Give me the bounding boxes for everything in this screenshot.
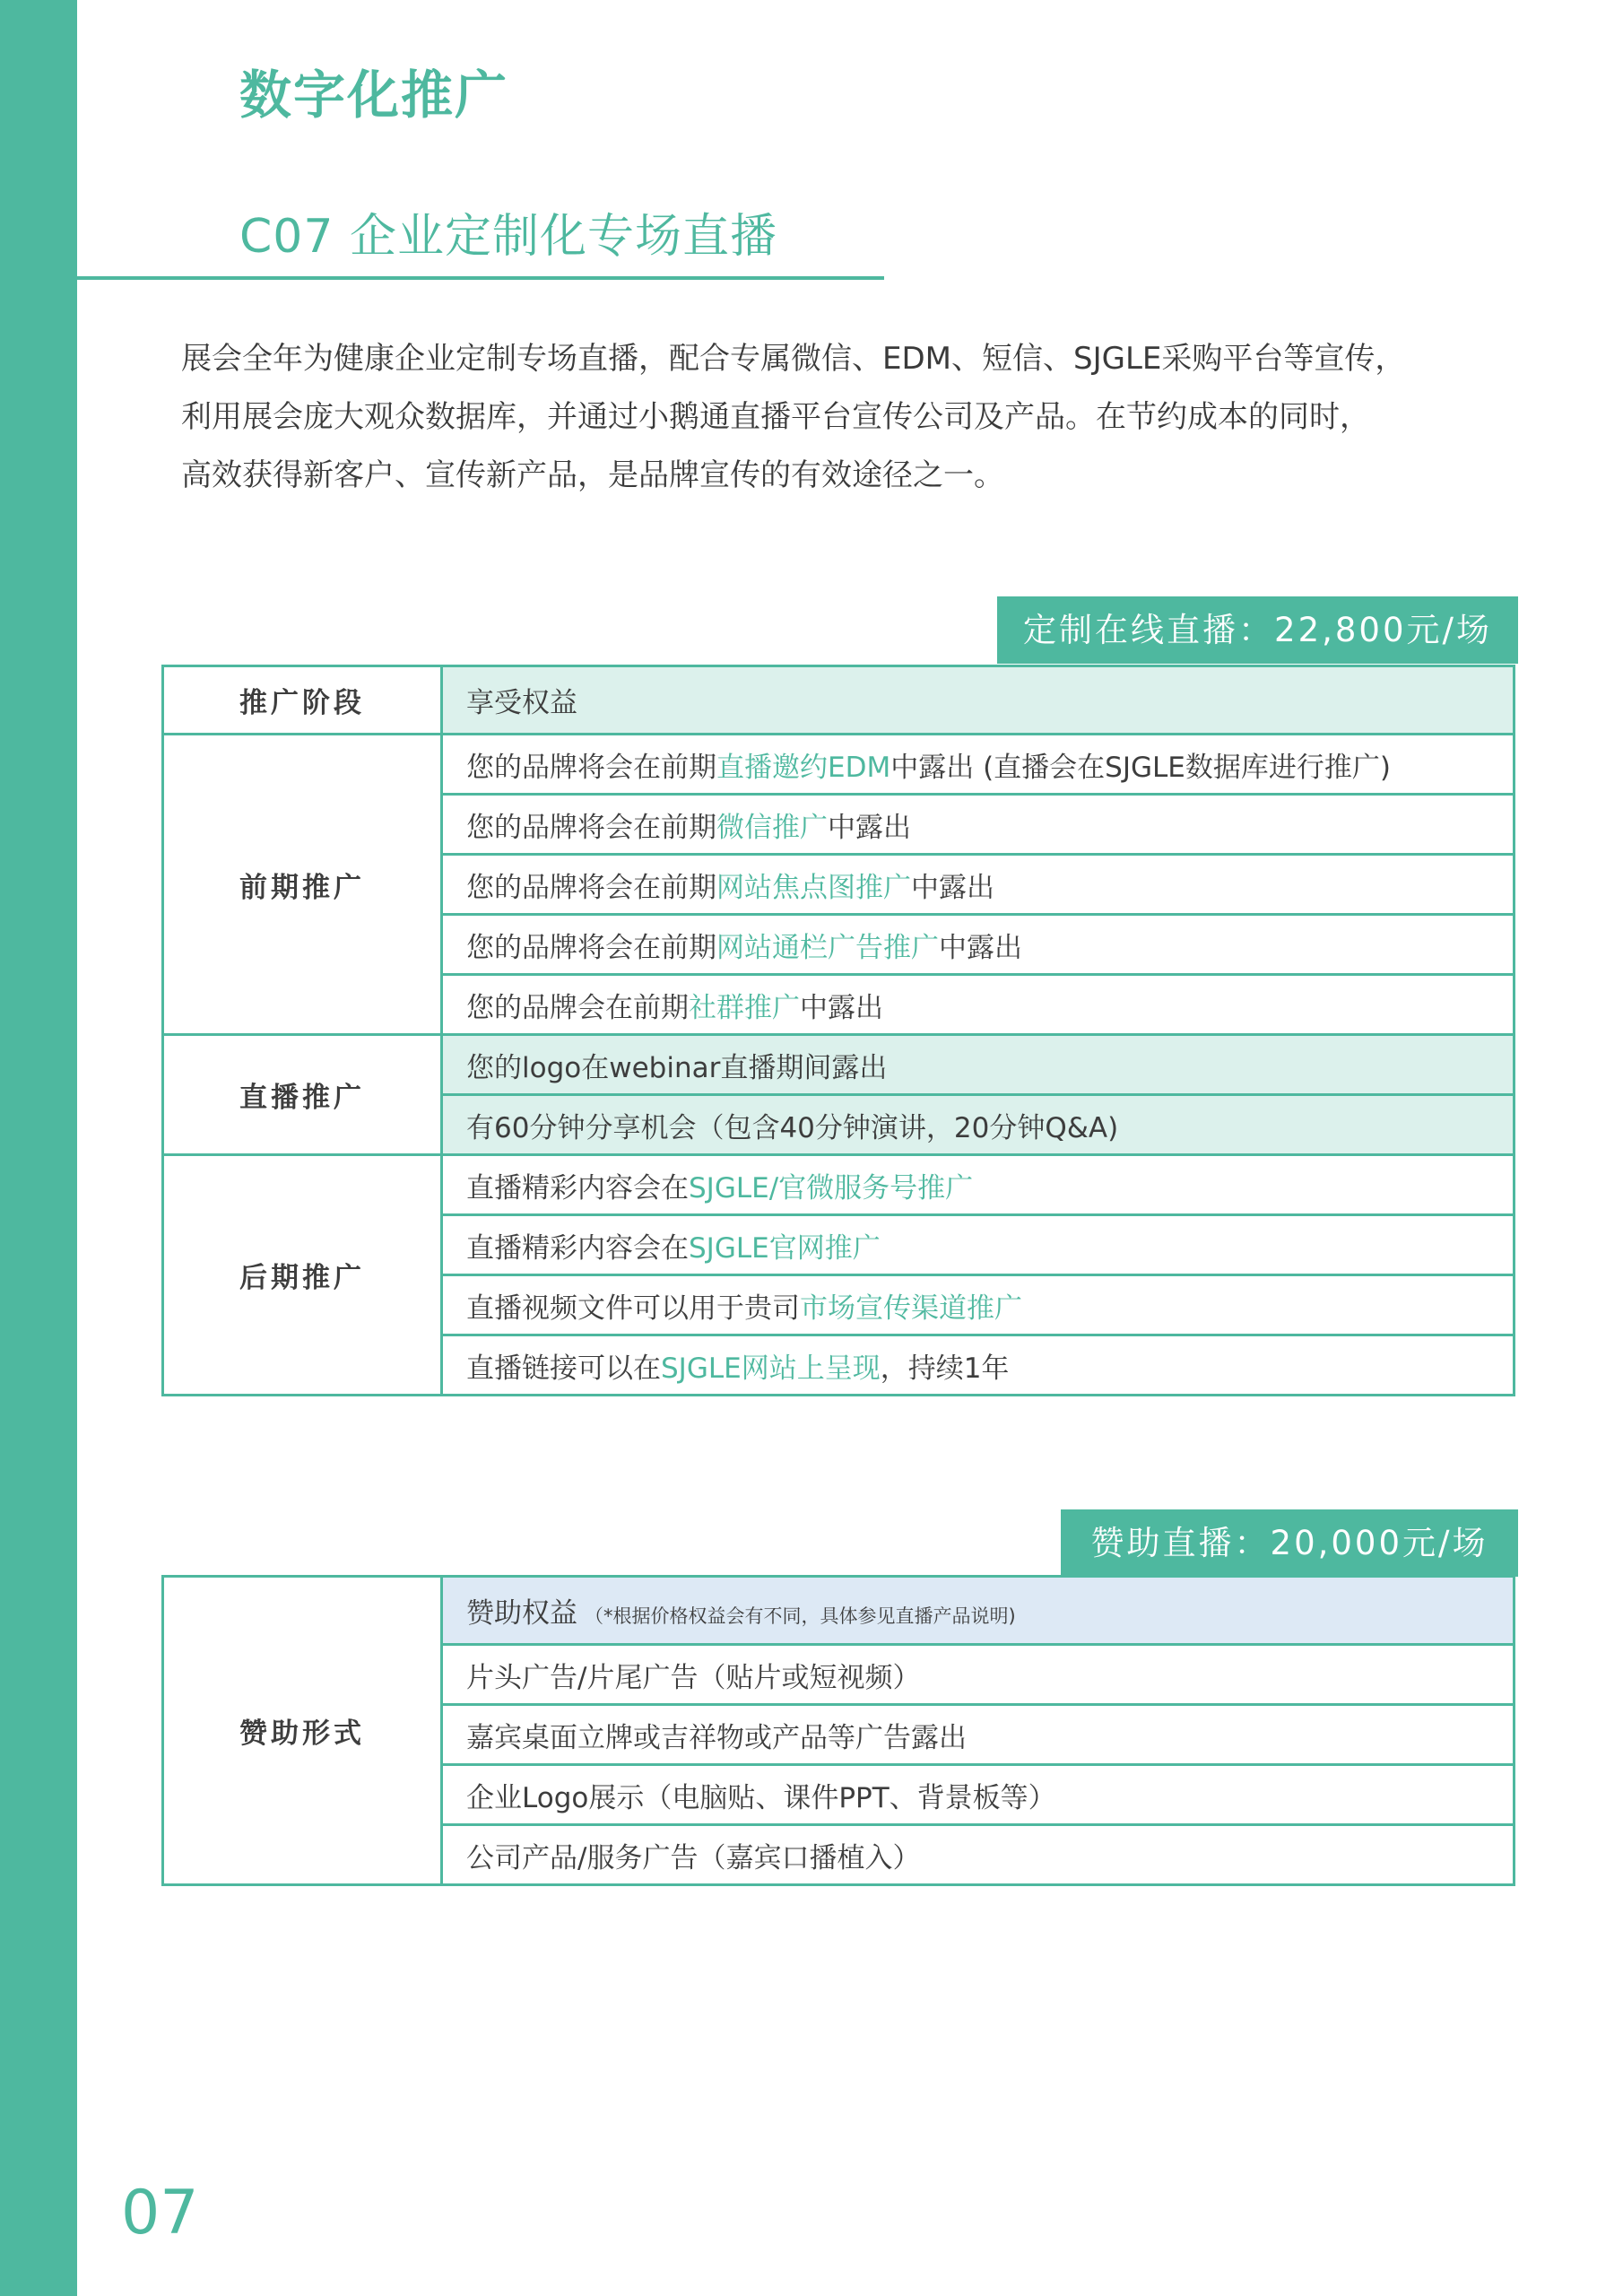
price-tag-custom-live: 定制在线直播：22,800元/场 (997, 596, 1518, 664)
stage-cell: 后期推广 (163, 1155, 442, 1396)
benefit-text: 有60分钟分享机会（包含40分钟演讲，20分钟Q&A) (466, 1111, 1119, 1144)
table-row (163, 735, 1515, 795)
price-tag-sponsor-live: 赞助直播：20,000元/场 (1061, 1509, 1518, 1577)
benefit-cell: 公司产品/服务广告（嘉宾口播植入） (442, 1825, 1515, 1885)
benefit-text: 中露出 (911, 871, 994, 904)
header-benefit: 享受权益 (442, 666, 1515, 735)
benefit-text: 您的品牌将会在前期 (466, 871, 716, 904)
benefit-cell: 片头广告/片尾广告（贴片或短视频） (442, 1645, 1515, 1705)
highlight-text: 微信推广 (716, 811, 828, 844)
highlight-text: SJGLE/官微服务号推广 (689, 1171, 974, 1205)
benefit-cell (442, 855, 1515, 915)
intro-line: 展会全年为健康企业定制专场直播，配合专属微信、EDM、短信、SJGLE采购平台等宣传， (181, 341, 1406, 377)
benefit-cell (442, 795, 1515, 855)
benefit-text: 直播视频文件可以用于贵司 (466, 1292, 800, 1325)
product-title: C07 企业定制化专场直播 (239, 210, 778, 264)
intro-line: 利用展会庞大观众数据库，并通过小鹅通直播平台宣传公司及产品。在节约成本的同时， (181, 399, 1370, 435)
benefit-text: 中露出 (828, 811, 911, 844)
table-header-row (163, 666, 1515, 735)
section-title: 数字化推广 (239, 65, 509, 126)
benefit-cell: 嘉宾桌面立牌或吉祥物或产品等广告露出 (442, 1705, 1515, 1765)
benefit-cell (442, 915, 1515, 975)
highlight-text: 网站通栏广告推广 (716, 931, 939, 964)
sponsor-stage-cell: 赞助形式 (163, 1577, 442, 1885)
benefit-text: 直播精彩内容会在 (466, 1231, 689, 1265)
sidebar-accent-bar (0, 0, 77, 2296)
sponsor-benefits-table (161, 1575, 1515, 1886)
benefit-cell (442, 1035, 1515, 1095)
benefit-cell (442, 1155, 1515, 1215)
table-row (163, 1035, 1515, 1095)
title-underline (77, 276, 884, 280)
intro-line: 高效获得新客户、宣传新产品，是品牌宣传的有效途径之一。 (181, 457, 1004, 493)
benefit-text: 直播链接可以在 (466, 1352, 661, 1385)
benefit-cell: 企业Logo展示（电脑贴、课件PPT、背景板等） (442, 1765, 1515, 1825)
header-note: （*根据价格权益会有不同，具体参见直播产品说明) (585, 1605, 1016, 1627)
benefit-text: ，持续1年 (880, 1352, 1010, 1385)
benefit-cell (442, 1095, 1515, 1155)
benefit-text: 中露出 (800, 991, 883, 1024)
highlight-text: SJGLE网站上呈现 (661, 1352, 881, 1385)
header-benefit (442, 1577, 1515, 1645)
benefit-cell (442, 735, 1515, 795)
benefit-cell (442, 1275, 1515, 1335)
header-stage: 推广阶段 (163, 666, 442, 735)
benefit-text: 您的logo在webinar直播期间露出 (466, 1051, 888, 1084)
benefit-text: 您的品牌会在前期 (466, 991, 689, 1024)
highlight-text: 社群推广 (689, 991, 800, 1024)
benefit-cell (442, 1215, 1515, 1275)
benefit-cell (442, 1335, 1515, 1396)
benefit-cell (442, 975, 1515, 1035)
custom-live-benefits-table (161, 665, 1515, 1396)
highlight-text: SJGLE官网推广 (689, 1231, 881, 1265)
stage-cell: 直播推广 (163, 1035, 442, 1155)
highlight-text: 网站焦点图推广 (716, 871, 911, 904)
table-header-row (163, 1577, 1515, 1645)
benefit-text: 直播精彩内容会在 (466, 1171, 689, 1205)
benefit-text: 您的品牌将会在前期 (466, 751, 716, 784)
highlight-text: 市场宣传渠道推广 (800, 1292, 1022, 1325)
header-benefit-label: 赞助权益 (466, 1597, 577, 1630)
benefit-text: 您的品牌将会在前期 (466, 811, 716, 844)
benefit-text: 中露出 (直播会在SJGLE数据库进行推广) (890, 751, 1391, 784)
benefit-text: 您的品牌将会在前期 (466, 931, 716, 964)
benefit-text: 中露出 (939, 931, 1022, 964)
intro-paragraph (181, 330, 1526, 505)
highlight-text: 直播邀约EDM (716, 751, 891, 784)
table-row (163, 1155, 1515, 1215)
page-number: 07 (121, 2178, 199, 2248)
stage-cell: 前期推广 (163, 735, 442, 1035)
